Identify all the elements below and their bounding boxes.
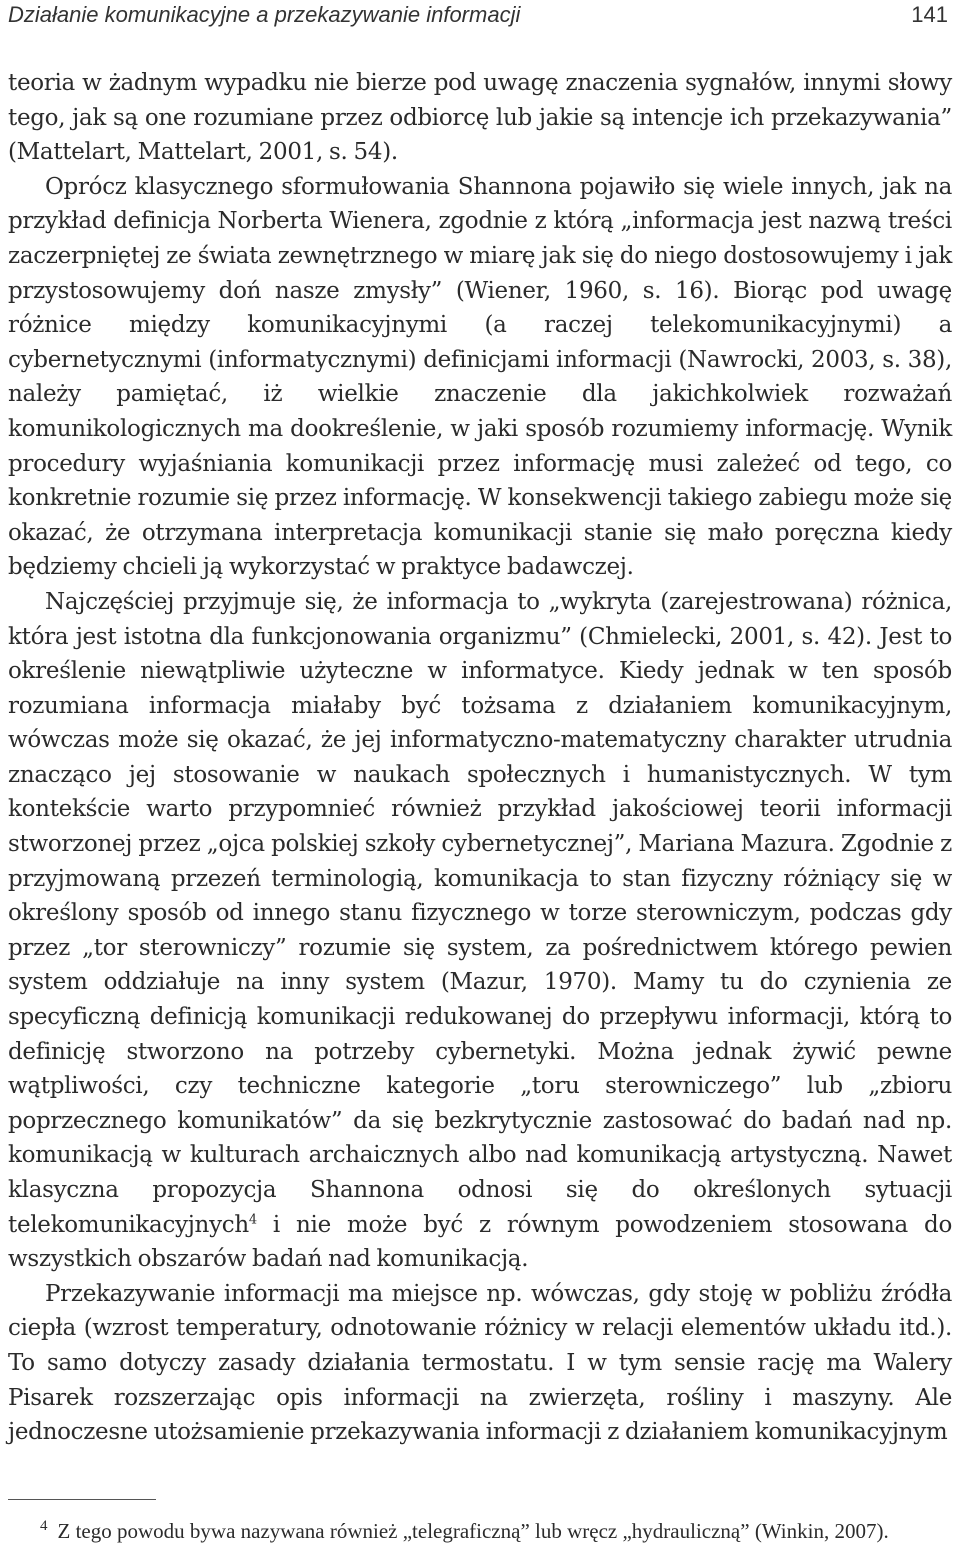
footnote-mark: 4 <box>40 1518 48 1534</box>
footnote-divider <box>8 1499 156 1500</box>
page-number: 141 <box>911 2 948 27</box>
body-text <box>8 66 952 1450</box>
running-header <box>8 2 948 36</box>
footnote <box>40 1518 952 1544</box>
paragraph-continued: teoria w żadnym wypadku nie bierze pod uwagę znaczenia sygnałów, innymi słowy tego, jak są one rozumiane przez odbiorcę lub jakie są intencje ich przekazywania” (Mattelart, Mattelart, 2001, s. 54). <box>8 70 952 166</box>
footnote-reference[interactable]: 4 <box>248 1211 257 1227</box>
footnote-text: Z tego powodu bywa nazywana również „telegraficzną” lub wręcz „hydrauliczną” (Winkin, 2007). <box>57 1519 889 1543</box>
paragraph-informacja-definicja <box>8 585 952 1277</box>
paragraph-informacja-text: Najczęściej przyjmuje się, że informacja to „wykryta (zarejestrowana) różnica, która jest istotna dla funkcjonowania organizmu” (Chmielecki, 2001, s. 42). Jest to określenie niewątpliwie użyteczne w informatyce. Kiedy jednak w ten sposób rozumiana informacja miałaby być tożsama z działaniem komunikacyjnym, wówczas może się okazać, że jej informatyczno-matematyczny charakter utrudnia znacząco jej stosowanie w naukach społecznych i humanistycznych. W tym kontekście warto przypomnieć również przykład jakościowej teorii informacji stworzonej przez „ojca polskiej szkoły cybernetycznej”, Mariana Mazura. Zgodnie z przyjmowaną przezeń terminologią, komunikacja to stan fizyczny różniący się w określony sposób od innego stanu fizycznego w torze sterowniczym, podczas gdy przez „tor sterowniczy” rozumie się system, za pośrednictwem którego pewien system oddziałuje na inny system (Mazur, 1970). Mamy tu do czynienia ze specyficzną definicją komunikacji redukowanej do przepływu informacji, którą to definicję stworzono na potrzeby cybernetyki. Można jednak żywić pewne wątpliwości, czy techniczne kategorie „toru sterowniczego” lub „zbioru poprzecznego komunikatów” da się bezkrytycznie zastosować do badań nad np. komunikacją w kulturach archaicznych albo nad komunikacją artystyczną. Nawet klasyczna propozycja Shannona odnosi się do określonych sytuacji telekomunikacyjnych <box>8 588 952 1238</box>
paragraph-informacja-text-end: i nie może być z równym powodzeniem stosowana do wszystkich obszarów badań nad komunikacją. <box>8 1211 952 1273</box>
paragraph-przekazywanie: Przekazywanie informacji ma miejsce np. wówczas, gdy stoję w pobliżu źródła ciepła (wzrost temperatury, odnotowanie różnicy w relacji elementów układu itd.). To samo dotyczy zasady działania termostatu. I w tym sensie rację ma Walery Pisarek rozszerzając opis informacji na zwierzęta, rośliny i maszyny. Ale jednoczesne utożsamienie przekazywania informacji z działaniem komunikacyjnym <box>8 1280 952 1446</box>
paragraph-shannon-wiener: Oprócz klasycznego sformułowania Shannona pojawiło się wiele innych, jak na przykład definicja Norberta Wienera, zgodnie z którą „informacja jest nazwą treści zaczerpniętej ze świata zewnętrznego w miarę jak się do niego dostosowujemy i jak przystosowujemy doń nasze zmysły” (Wiener, 1960, s. 16). Biorąc pod uwagę różnice między komunikacyjnymi (a raczej telekomunikacyjnymi) a cybernetycznymi (informatycznymi) definicjami informacji (Nawrocki, 2003, s. 38), należy pamiętać, iż wielkie znaczenie dla jakichkolwiek rozważań komunikologicznych ma dookreślenie, w jaki sposób rozumiemy informację. Wynik procedury wyjaśniania komunikacji przez informację musi zależeć od tego, co konkretnie rozumie się przez informację. W konsekwencji takiego zabiegu może się okazać, że otrzymana interpretacja komunikacji stanie się mało poręczna kiedy będziemy chcieli ją wykorzystać w praktyce badawczej. <box>8 173 952 581</box>
running-title: Działanie komunikacyjne a przekazywanie informacji <box>8 2 521 27</box>
